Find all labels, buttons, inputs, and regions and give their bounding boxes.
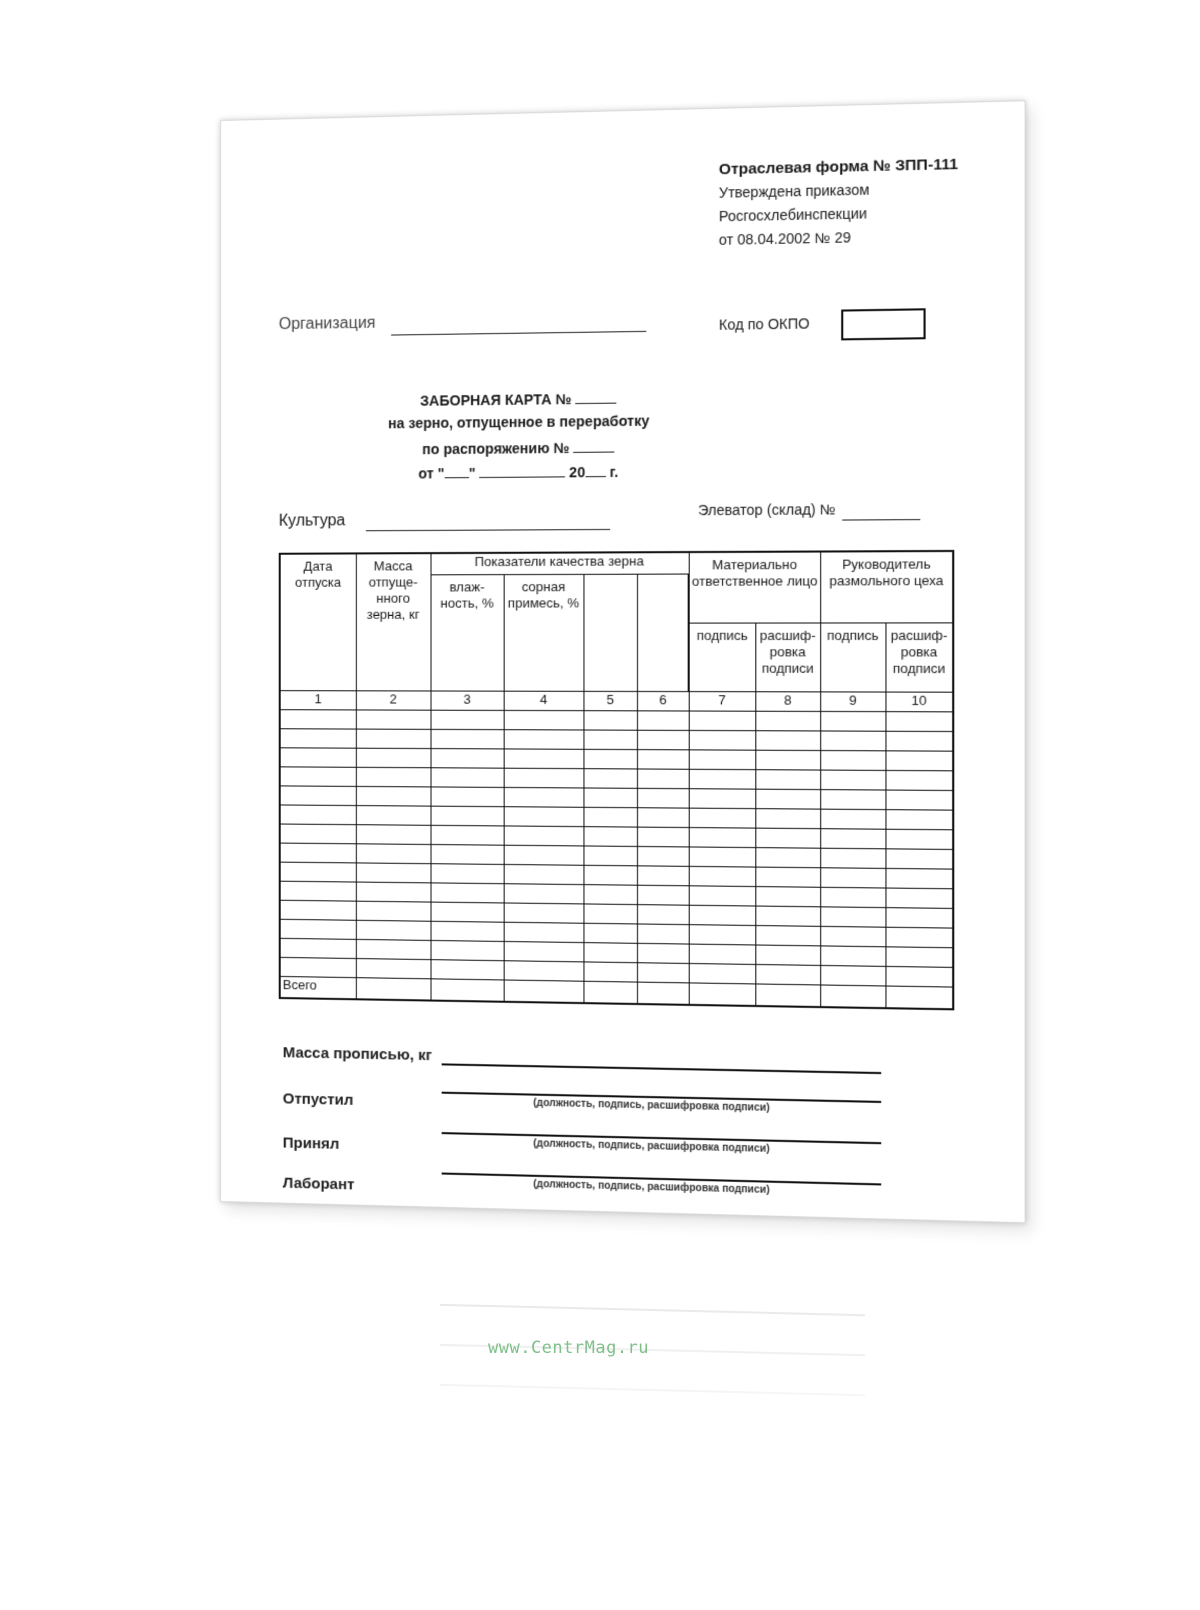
order-line (221, 435, 823, 459)
table-cell[interactable] (637, 808, 689, 828)
table-cell[interactable] (504, 807, 584, 827)
table-cell[interactable] (820, 829, 885, 849)
column-number: 6 (637, 691, 689, 711)
table-cell[interactable] (820, 848, 885, 868)
table-cell[interactable] (504, 749, 584, 769)
day-field[interactable] (444, 463, 468, 478)
table-cell[interactable] (885, 790, 953, 810)
reflection-line (440, 1384, 865, 1396)
quality-group-header: Показатели качества зерна (431, 552, 689, 575)
table-cell[interactable] (637, 963, 689, 983)
table-cell[interactable] (820, 751, 885, 771)
table-cell[interactable] (755, 867, 820, 887)
table-cell[interactable] (504, 787, 584, 807)
table-cell[interactable] (280, 919, 356, 939)
table-cell[interactable] (583, 827, 637, 847)
total-cell[interactable] (504, 980, 584, 1003)
table-cell[interactable] (280, 900, 356, 920)
table-cell[interactable] (356, 844, 431, 864)
form-header (719, 153, 958, 253)
table-cell[interactable] (689, 808, 756, 828)
table-cell[interactable] (755, 906, 820, 926)
table-cell[interactable] (755, 770, 820, 790)
card-number-field[interactable] (575, 388, 616, 404)
col-weed-header: сорная примесь, % (504, 574, 584, 691)
reflection-line (440, 1304, 865, 1316)
table-cell[interactable] (431, 710, 504, 729)
col-mass-header: Масса отпуще-нного зерна, кг (356, 553, 431, 691)
sheet-reflection (220, 1200, 1000, 1460)
table-cell[interactable] (755, 964, 820, 985)
year-prefix: 20 (569, 463, 586, 481)
table-cell[interactable] (820, 907, 885, 927)
table-cell[interactable] (689, 866, 756, 886)
table-cell[interactable] (689, 730, 756, 750)
table-cell[interactable] (583, 711, 637, 731)
col-6-header (637, 574, 689, 692)
mass-words-field[interactable] (442, 1063, 882, 1074)
col-signature-header: подпись (689, 623, 756, 692)
total-cell[interactable] (583, 981, 637, 1004)
table-cell[interactable] (280, 938, 356, 958)
order-number-field[interactable] (573, 437, 614, 453)
total-cell[interactable] (637, 982, 689, 1005)
table-cell[interactable] (356, 959, 431, 979)
table-cell[interactable] (820, 790, 885, 810)
table-cell[interactable] (583, 749, 637, 769)
table-cell[interactable] (885, 868, 953, 888)
table-cell[interactable] (755, 926, 820, 946)
released-label: Отпустил (282, 1090, 354, 1109)
column-number: 8 (755, 692, 820, 712)
total-cell[interactable] (885, 986, 953, 1009)
col-decoding-header: расшиф-ровка подписи (755, 623, 820, 692)
table-cell[interactable] (755, 750, 820, 770)
table-cell[interactable] (356, 825, 431, 845)
table-cell[interactable] (431, 902, 504, 922)
table-cell[interactable] (583, 923, 637, 943)
table-cell[interactable] (755, 848, 820, 868)
head-group-header: Руководитель размольного цеха (820, 551, 953, 623)
col-date-header: Дата отпуска (280, 553, 356, 690)
table-cell[interactable] (885, 731, 953, 751)
column-number: 1 (280, 691, 356, 710)
table-cell[interactable] (504, 941, 584, 961)
table-cell[interactable] (504, 864, 584, 884)
table-cell[interactable] (280, 957, 356, 977)
table-cell[interactable] (431, 787, 504, 807)
table-cell[interactable] (885, 770, 953, 790)
table-cell[interactable] (583, 904, 637, 924)
table-cell[interactable] (583, 846, 637, 866)
table-cell[interactable] (689, 963, 756, 983)
table-cell[interactable] (356, 920, 431, 940)
table-cell[interactable] (280, 748, 356, 768)
table-cell[interactable] (637, 730, 689, 750)
table-cell[interactable] (356, 901, 431, 921)
column-number: 7 (689, 692, 756, 712)
table-cell[interactable] (431, 883, 504, 903)
table-cell[interactable] (280, 786, 356, 806)
table-cell[interactable] (689, 925, 756, 945)
table-cell[interactable] (356, 710, 431, 729)
table-cell[interactable] (820, 868, 885, 888)
table-cell[interactable] (885, 829, 953, 849)
card-title (221, 386, 823, 411)
table-cell[interactable] (280, 710, 356, 729)
responsible-group-header: Материально ответственное лицо (689, 552, 820, 624)
table-cell[interactable] (689, 750, 756, 770)
col-5-header (583, 574, 637, 691)
lab-label: Лаборант (282, 1174, 355, 1194)
table-cell[interactable] (689, 828, 756, 848)
table-cell[interactable] (583, 730, 637, 750)
table-body (280, 710, 954, 987)
table-cell[interactable] (689, 847, 756, 867)
table-cell[interactable] (583, 943, 637, 963)
date-line (221, 460, 823, 483)
total-cell[interactable] (431, 979, 504, 1002)
table-cell[interactable] (820, 711, 885, 731)
table-cell[interactable] (820, 965, 885, 986)
table-cell[interactable] (689, 711, 756, 731)
col-decoding-header: расшиф-ровка подписи (885, 623, 953, 692)
table-cell[interactable] (689, 789, 756, 809)
total-cell[interactable] (689, 983, 756, 1006)
card-subtitle: на зерно, отпущенное в переработку (388, 412, 650, 432)
table-cell[interactable] (755, 809, 820, 829)
table-cell[interactable] (637, 750, 689, 770)
table-cell[interactable] (820, 770, 885, 790)
table-cell[interactable] (356, 729, 431, 748)
released-hint: (должность, подпись, расшифровка подписи) (533, 1097, 770, 1114)
table-cell[interactable] (356, 939, 431, 959)
table-cell[interactable] (504, 710, 584, 730)
authority-text: Росгосхлебинспекции (718, 205, 868, 225)
table-cell[interactable] (356, 882, 431, 902)
table-cell[interactable] (504, 922, 584, 942)
col-signature-header: подпись (820, 623, 885, 692)
elevator-label: Элеватор (склад) № (698, 501, 836, 519)
table-cell[interactable] (637, 943, 689, 963)
lab-hint: (должность, подпись, расшифровка подписи) (533, 1178, 770, 1197)
month-field[interactable] (479, 462, 565, 478)
column-number: 9 (820, 692, 885, 712)
form-sheet (220, 100, 1026, 1223)
table-cell[interactable] (885, 810, 953, 830)
table-cell[interactable] (583, 962, 637, 982)
okpo-code-box[interactable] (841, 308, 925, 340)
table-cell[interactable] (431, 729, 504, 749)
total-cell[interactable] (356, 978, 431, 1001)
date-from-label: от " (418, 465, 445, 482)
table-cell[interactable] (689, 769, 756, 789)
table-cell[interactable] (885, 947, 953, 968)
table-cell[interactable] (280, 729, 356, 748)
table-cell[interactable] (356, 863, 431, 883)
table-cell[interactable] (504, 884, 584, 904)
column-number: 4 (504, 691, 584, 711)
table-cell[interactable] (820, 926, 885, 946)
table-cell[interactable] (583, 865, 637, 885)
table-cell[interactable] (637, 769, 689, 789)
table-cell[interactable] (885, 849, 953, 869)
order-label: по распоряжению № (422, 439, 570, 458)
table-cell[interactable] (504, 768, 584, 788)
table-cell[interactable] (885, 908, 953, 928)
approval-date: от 08.04.2002 № 29 (718, 229, 851, 248)
table-cell[interactable] (755, 731, 820, 751)
table-cell[interactable] (431, 921, 504, 941)
table-cell[interactable] (356, 786, 431, 806)
table-cell[interactable] (583, 788, 637, 808)
table-cell[interactable] (885, 927, 953, 948)
received-label: Принял (282, 1134, 340, 1153)
column-number: 10 (885, 692, 953, 712)
table-cell[interactable] (820, 809, 885, 829)
table-cell[interactable] (431, 940, 504, 960)
table-cell[interactable] (431, 768, 504, 788)
table-cell[interactable] (885, 712, 953, 732)
table-cell[interactable] (280, 824, 356, 844)
table-cell[interactable] (431, 749, 504, 769)
organization-field[interactable] (391, 331, 646, 336)
table-cell[interactable] (280, 843, 356, 863)
table-cell[interactable] (504, 826, 584, 846)
total-label: Всего (280, 976, 356, 999)
table-cell[interactable] (820, 887, 885, 907)
table-cell[interactable] (637, 827, 689, 847)
issue-table (279, 550, 955, 1010)
table-cell[interactable] (356, 748, 431, 768)
column-number: 3 (431, 691, 504, 710)
watermark: www.CentrMag.ru (488, 1338, 650, 1358)
reflection-inner (220, 1200, 1000, 1460)
table-cell[interactable] (755, 828, 820, 848)
table-cell[interactable] (637, 885, 689, 905)
table-cell[interactable] (885, 966, 953, 987)
table-cell[interactable] (637, 788, 689, 808)
table-cell[interactable] (583, 885, 637, 905)
table-cell[interactable] (280, 805, 356, 825)
table-cell[interactable] (431, 806, 504, 826)
table-cell[interactable] (755, 789, 820, 809)
column-number: 5 (583, 691, 637, 710)
form-number: Отраслевая форма № ЗПП-111 (718, 155, 958, 179)
year-field[interactable] (585, 462, 606, 477)
column-number: 2 (356, 691, 431, 710)
table-cell[interactable] (504, 903, 584, 923)
mass-words-label: Масса прописью, кг (282, 1044, 433, 1065)
table-cell[interactable] (583, 807, 637, 827)
elevator-field[interactable] (842, 519, 920, 520)
table-cell[interactable] (583, 769, 637, 789)
column-number-row (280, 691, 954, 712)
table-cell[interactable] (431, 825, 504, 845)
table-cell[interactable] (637, 905, 689, 925)
table-cell[interactable] (637, 866, 689, 886)
table-cell[interactable] (280, 767, 356, 787)
table-cell[interactable] (356, 806, 431, 826)
card-title-text: ЗАБОРНАЯ КАРТА № (420, 390, 572, 409)
table-cell[interactable] (820, 946, 885, 967)
crop-field[interactable] (366, 529, 610, 531)
approved-text: Утверждена приказом (718, 181, 870, 201)
table-cell[interactable] (755, 711, 820, 731)
okpo-label: Код по ОКПО (718, 315, 810, 333)
received-hint: (должность, подпись, расшифровка подписи) (533, 1138, 770, 1155)
table-cell[interactable] (504, 730, 584, 750)
table-cell[interactable] (689, 944, 756, 964)
col-moisture-header: влаж-ность, % (431, 575, 504, 692)
table-cell[interactable] (755, 945, 820, 965)
table-cell[interactable] (637, 711, 689, 731)
table-cell[interactable] (637, 846, 689, 866)
crop-label: Культура (278, 512, 346, 530)
table-cell[interactable] (280, 862, 356, 882)
table-cell[interactable] (689, 886, 756, 906)
organization-label: Организация (278, 314, 376, 334)
total-cell[interactable] (820, 985, 885, 1008)
total-cell[interactable] (755, 984, 820, 1007)
table-cell[interactable] (885, 888, 953, 908)
table-cell[interactable] (280, 881, 356, 901)
table-cell[interactable] (637, 924, 689, 944)
table-cell[interactable] (504, 961, 584, 982)
table-cell[interactable] (431, 960, 504, 980)
table-cell[interactable] (689, 905, 756, 925)
table-cell[interactable] (755, 887, 820, 907)
table-cell[interactable] (431, 864, 504, 884)
table-cell[interactable] (504, 845, 584, 865)
table-cell[interactable] (356, 767, 431, 787)
table-cell[interactable] (885, 751, 953, 771)
year-suffix: г. (609, 463, 619, 481)
table-cell[interactable] (820, 731, 885, 751)
date-quote: " (468, 464, 476, 482)
table-cell[interactable] (431, 844, 504, 864)
